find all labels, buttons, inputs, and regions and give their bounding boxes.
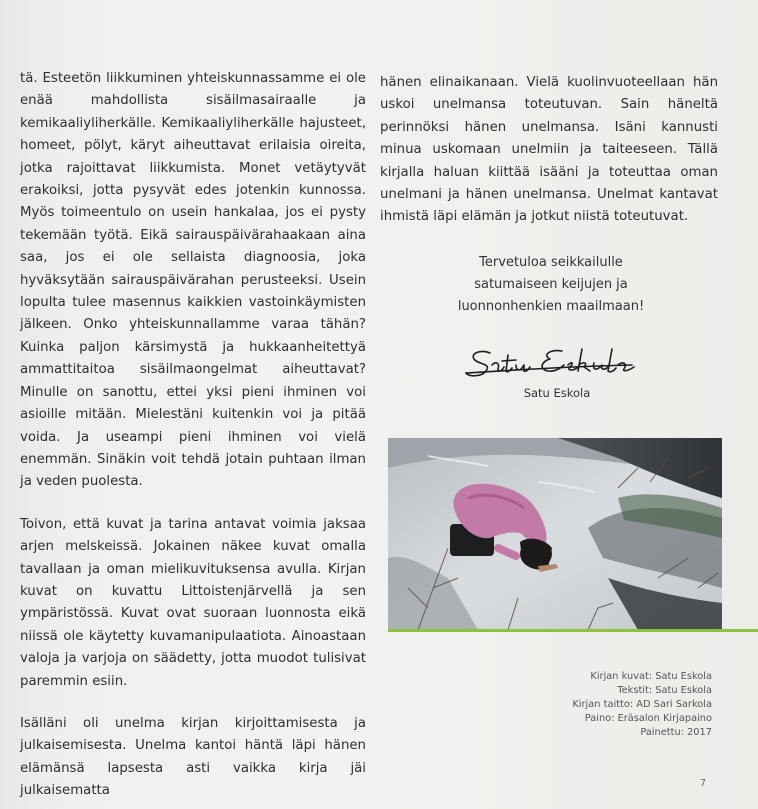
credit-texts: Tekstit: Satu Eskola [617,685,712,696]
handwritten-signature [462,343,642,385]
welcome-message [420,252,682,318]
welcome-line-1: Tervetuloa seikkailulle [479,255,623,270]
credit-photos: Kirjan kuvat: Satu Eskola [590,671,712,682]
book-credits [540,670,712,740]
credit-printer: Paino: Eräsalon Kirjapaino [584,713,712,724]
welcome-line-2: satumaiseen keijujen ja [474,277,628,292]
green-accent-rule [388,629,758,632]
credit-printed-year: Painettu: 2017 [640,727,712,738]
page-number: 7 [700,778,707,789]
right-text-column [380,72,718,229]
welcome-line-3: luonnonhenkien maailmaan! [457,299,645,314]
left-text-column [20,68,366,803]
photo-person-kneeling-on-ice [388,438,722,630]
credit-layout: Kirjan taitto: AD Sari Sarkola [572,699,712,710]
left-paragraph-1: tä. Esteetön liikkuminen yhteiskunnassamme ei ole enää mahdollista sisäilmasairaalle ja kemikaaliyliherkälle. Kemikaaliyliherkälle hajusteet, homeet, pölyt, käryt aiheuttavat erilaisia oireita, jotka rajoittavat liikkumista. Monet vetäytyvät erakoiksi, jotta pysyvät edes jotenkin kunnossa. Myös toimeentulo on usein hankalaa, jos ei pysty tekemään työtä. Eikä sairauspäivärahaakaan aina saa, jos ei ole sellaista diagnoosia, joka hyväksytään sairauspäivärahan perusteeksi. Usein lopulta tulee masennus kaikkien vastoinkäymisten jälkeen. Onko yhteiskunnallamme varaa tähän? Kuinka paljon kärsimystä ja hukkaanheitettyä ammattitaitoa sisäilmaongelmat aiheuttavat? Minulle on sanottu, ettei yksi pieni ihminen voi asioille mitään. Mielestäni kuitenkin voi ja pitää voida. Ja useampi pieni ihminen voi vielä enemmän. Sinäkin voit tehdä jotain puhtaan ilman ja veden puolesta. [20,71,366,490]
signature-name: Satu Eskola [523,386,591,400]
left-paragraph-3: Isälläni oli unelma kirjan kirjoittamisesta ja julkaisemisesta. Unelma kantoi häntä läpi hänen elämänsä lapsesta asti vaikka kirja jäi julkaisematta [20,715,366,799]
right-paragraph-1: hänen elinaikanaan. Vielä kuolinvuoteellaan hän uskoi unelmansa toteutuvan. Sain häneltä perinnöksi hänen unelmansa. Isäni kannusti minua uskomaan unelmiin ja taiteeseen. Tällä kirjalla haluan kiittää isääni ja toteuttaa oman unelmani ja hänen unelmansa. Unelmat kantavat ihmistä läpi elämän ja jotkut niistä toteutuvat. [380,75,718,225]
left-paragraph-2: Toivon, että kuvat ja tarina antavat voimia jaksaa arjen melskeissä. Jokainen näkee kuvat omalla tavallaan ja oman mielikuvituksensa avulla. Kirjan kuvat on kuvattu Littoistenjärvellä ja sen ympäristössä. Kuvat ovat suoraan luonnosta eikä niissä ole käytetty kuvamanipulaatiota. Ainoastaan valoja ja varjoja on säädetty, jotta muodot tulisivat paremmin esiin. [20,516,366,689]
ice-photo-illustration [388,438,722,630]
